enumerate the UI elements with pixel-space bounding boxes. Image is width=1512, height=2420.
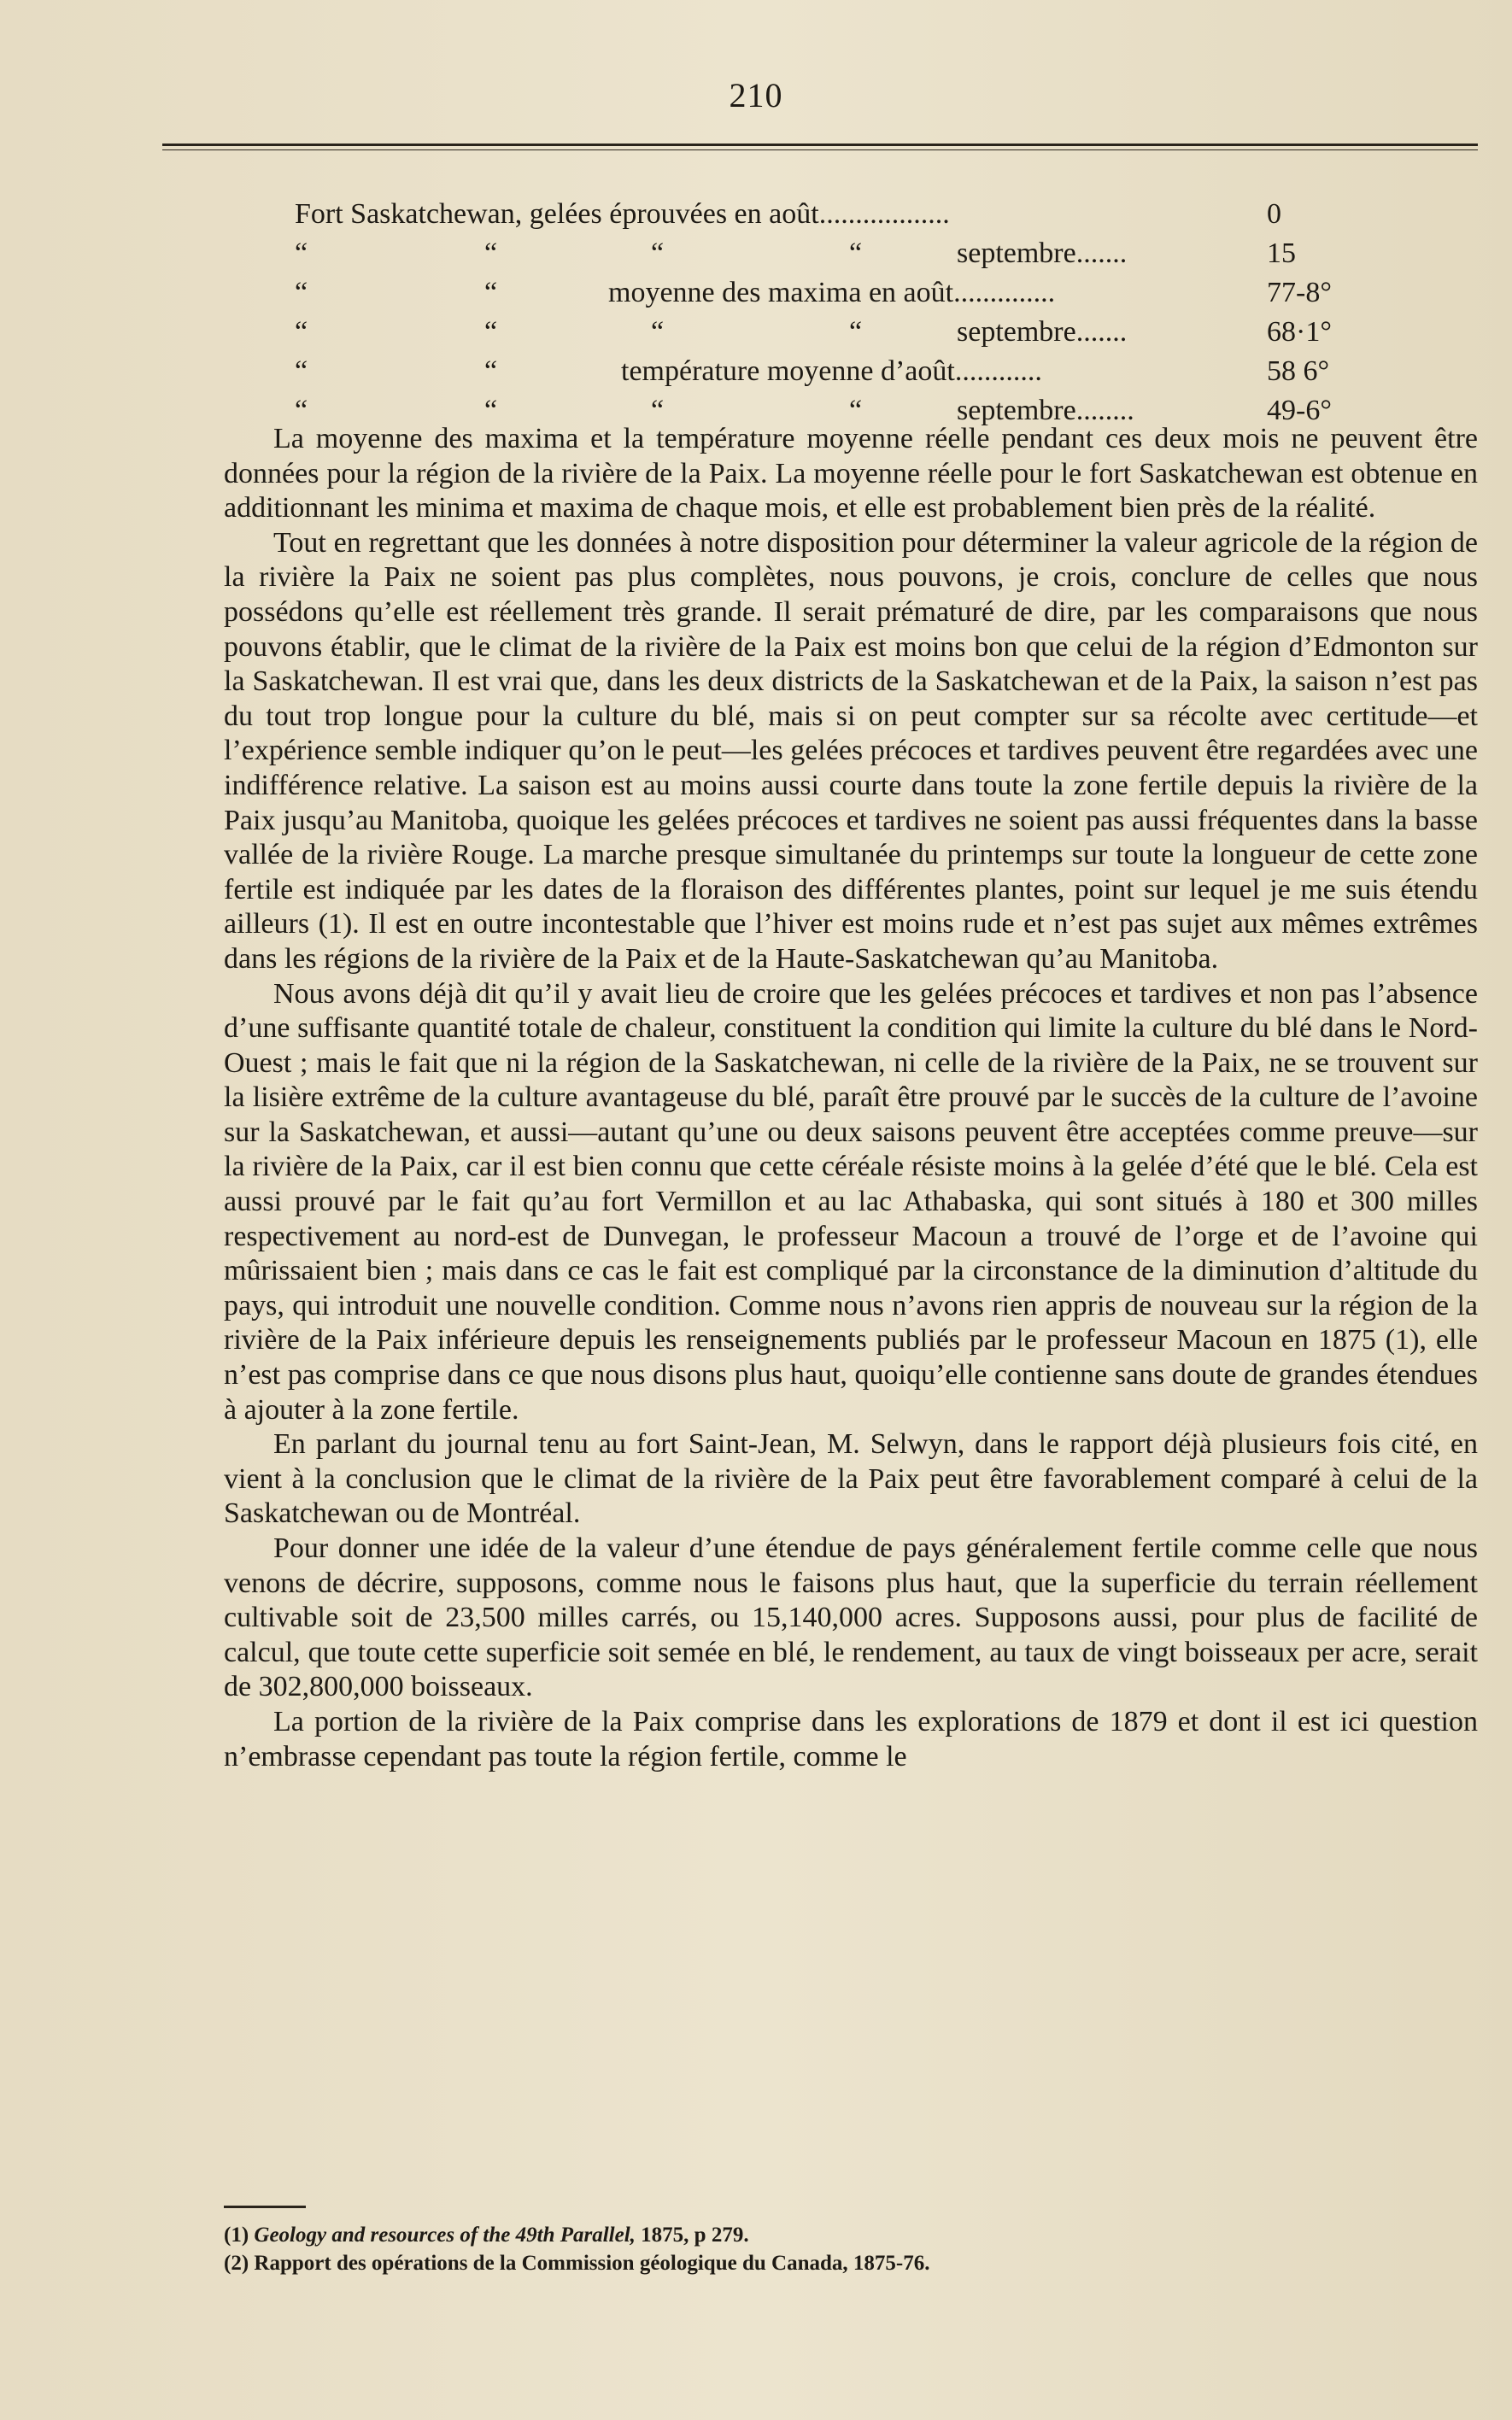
footnotes <box>224 2221 1471 2277</box>
ditto-mark: “ <box>651 395 665 426</box>
ditto-mark: “ <box>295 237 308 269</box>
table-row <box>295 234 1345 273</box>
ditto-mark: “ <box>849 237 863 269</box>
footnote-text: 1875, p 279. <box>635 2224 749 2247</box>
footnote-mark: (2) <box>224 2252 249 2275</box>
table-dots: ........ <box>1075 395 1134 426</box>
table-label: moyenne des maxima en août <box>608 277 954 308</box>
ditto-mark: “ <box>295 395 308 426</box>
paragraph: La portion de la rivière de la Paix comprise dans les explorations de 1879 et dont il est ici question n’embrasse cependant pas toute la région fertile, comme le <box>224 1705 1478 1773</box>
paragraph: Pour donner une idée de la valeur d’une étendue de pays généralement fertile comme celle que nous venons de décrire, supposons, comme nous le faisons plus haut, que la superficie du terrain réellement cultivable soit de 23,500 milles carrés, ou 15,140,000 acres. Supposons aussi, pour plus de facilité de calcul, que toute cette superficie soit semée en blé, le rendement, au taux de vingt boisseaux per acre, serait de 302,800,000 boisseaux. <box>224 1532 1478 1703</box>
footnote <box>224 2249 1471 2277</box>
footnote <box>224 2221 1471 2249</box>
footnote-mark: (1) <box>224 2224 249 2247</box>
table-value: 58 6° <box>1267 355 1330 387</box>
footnote-title: Geology and resources of the 49th Parallel, <box>254 2224 636 2247</box>
ditto-mark: “ <box>295 355 308 387</box>
body-text <box>224 422 1478 1774</box>
ditto-mark: “ <box>295 277 308 308</box>
table-dots: ....... <box>1075 316 1128 348</box>
table-value: 68·1° <box>1267 316 1332 348</box>
paragraph: Tout en regrettant que les données à notre disposition pour déterminer la valeur agricole de la région de la rivière la Paix ne soient pas plus complètes, nous pouvons, je crois, conclure de celles que nous possédons qu’elle est réellement très grande. Il serait prématuré de dire, par les comparaisons que nous pouvons établir, que le climat de la rivière de la Paix est moins bon que celui de la région d’Edmonton sur la Saskatchewan. Il est vrai que, dans les deux districts de la Saskatchewan et de la Paix, la saison n’est pas du tout trop longue pour la culture du blé, mais si on peut compter sur sa récolte avec certitude—et l’expérience semble indiquer qu’on le peut—les gelées précoces et tardives peuvent être regardées avec une indifférence relative. La saison est au moins aussi courte dans toute la zone fertile depuis la rivière de la Paix jusqu’au Manitoba, quoique les gelées précoces et tardives ne soient pas aussi fréquentes dans la basse vallée de la rivière Rouge. La marche presque simultanée du printemps sur toute la longueur de cette zone fertile est indiquée par les dates de la floraison des différentes plantes, point sur lequel je me suis étendu ailleurs (1). Il est en outre incontestable que l’hiver est moins rude et n’est pas sujet aux mêmes extrêmes dans les régions de la rivière de la Paix et de la Haute-Saskatchewan qu’au Manitoba. <box>224 526 1478 975</box>
ditto-mark: “ <box>484 237 498 269</box>
ditto-mark: “ <box>849 395 863 426</box>
ditto-mark: “ <box>295 316 308 348</box>
climate-table <box>295 195 1345 431</box>
table-row <box>295 313 1345 352</box>
table-dots: ............ <box>954 355 1042 387</box>
paragraph: La moyenne des maxima et la température moyenne réelle pendant ces deux mois ne peuvent être données pour la région de la rivière de la Paix. La moyenne réelle pour le fort Saskatchewan est obtenue en additionnant les minima et maxima de chaque mois, et elle est probablement bien près de la réalité. <box>224 423 1478 524</box>
table-value: 77-8° <box>1267 277 1332 308</box>
ditto-mark: “ <box>651 237 665 269</box>
table-label: température moyenne d’août <box>621 355 955 387</box>
table-row <box>295 273 1345 313</box>
table-label: septembre <box>957 237 1076 269</box>
table-label: septembre <box>957 316 1076 348</box>
page-number: 210 <box>729 76 783 114</box>
table-dots: ....... <box>1075 237 1128 269</box>
table-value: 49-6° <box>1267 395 1332 426</box>
ditto-mark: “ <box>484 277 498 308</box>
ditto-mark: “ <box>484 316 498 348</box>
header-rule <box>162 144 1478 150</box>
table-row <box>295 352 1345 391</box>
footnote-rule <box>224 2206 306 2208</box>
table-dots: .................. <box>818 198 950 230</box>
table-value: 0 <box>1267 198 1281 230</box>
table-dots: .............. <box>953 277 1056 308</box>
ditto-mark: “ <box>484 355 498 387</box>
table-value: 15 <box>1267 237 1296 269</box>
table-label: septembre <box>957 395 1076 426</box>
table-row <box>295 195 1345 234</box>
footnote-text: Rapport des opérations de la Commission géologique du Canada, 1875-76. <box>254 2252 930 2275</box>
ditto-mark: “ <box>651 316 665 348</box>
table-place: Fort Saskatchewan, gelées éprouvées en août <box>295 198 819 230</box>
paragraph: Nous avons déjà dit qu’il y avait lieu de croire que les gelées précoces et tardives et non pas l’absence d’une suffisante quantité totale de chaleur, constituent la condition qui limite la culture du blé dans le Nord-Ouest ; mais le fait que ni la région de la Saskatchewan, ni celle de la rivière de la Paix, ne se trouvent sur la lisière extrême de la culture avantageuse du blé, paraît être prouvé par le succès de la culture de l’avoine sur la Saskatchewan, et aussi—autant qu’une ou deux saisons peuvent être acceptées comme preuve—sur la rivière de la Paix, car il est bien connu que cette céréale résiste moins à la gelée d’été que le blé. Cela est aussi prouvé par le fait qu’au fort Vermillon et au lac Athabaska, qui sont situés à 180 et 300 milles respectivement au nord-est de Dunvegan, le professeur Macoun a trouvé de l’orge et de l’avoine qui mûrissaient bien ; mais dans ce cas le fait est compliqué par la circonstance de la diminution d’altitude du pays, qui introduit une nouvelle condition. Comme nous n’avons rien appris de nouveau sur la région de la rivière de la Paix inférieure depuis les renseignements publiés par le professeur Macoun en 1875 (1), elle n’est pas comprise dans ce que nous disons plus haut, quoiqu’elle contienne sans doute de grandes étendues à ajouter à la zone fertile. <box>224 977 1478 1426</box>
ditto-mark: “ <box>849 316 863 348</box>
paragraph: En parlant du journal tenu au fort Saint-Jean, M. Selwyn, dans le rapport déjà plusieurs fois cité, en vient à la conclusion que le climat de la rivière de la Paix peut être favorablement comparé à celui de la Saskatchewan ou de Montréal. <box>224 1428 1478 1530</box>
ditto-mark: “ <box>484 395 498 426</box>
